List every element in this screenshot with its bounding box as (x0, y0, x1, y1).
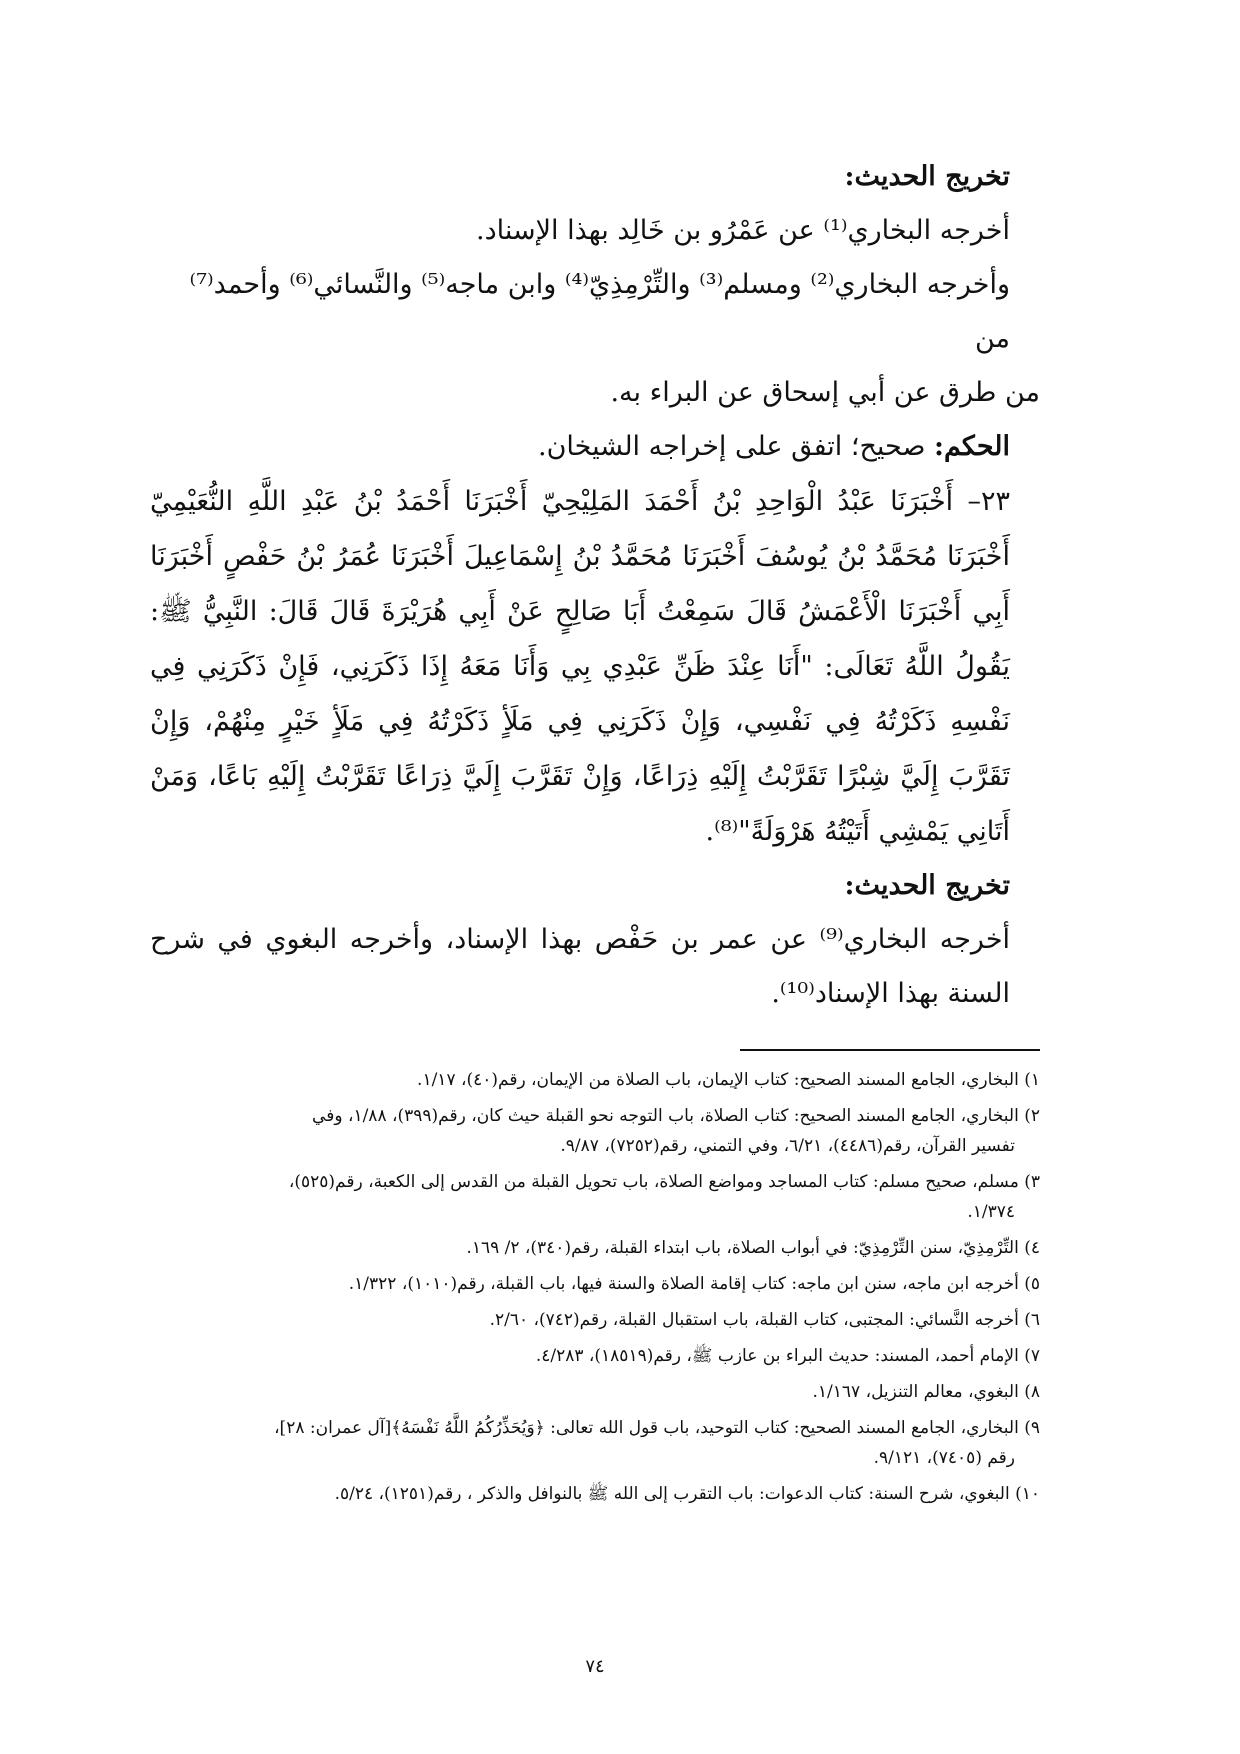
takhrij-paragraph-3: أخرجه البخاري⁽⁹⁾ عن عمر بن حَفْص بهذا الإسناد، وأخرجه البغوي في شرح السنة بهذا الإسناد⁽¹⁰⁾. (150, 924, 1011, 1009)
footnote-5 (150, 1269, 1040, 1299)
footnote-10 (150, 1479, 1040, 1509)
footnote-line: ٤) التِّرْمِذِيّ، سنن التِّرْمِذِيّ: في أبواب الصلاة، باب ابتداء القبلة، رقم(٣٤٠)، ٢/ ١٦٩. (466, 1238, 1040, 1258)
page-number: ٧٤ (585, 1656, 605, 1677)
footnote-line: ٥) أخرجه ابن ماجه، سنن ابن ماجه: كتاب إقامة الصلاة والسنة فيها، باب القبلة، رقم(١٠١٠)، ١/٣٢٢. (348, 1274, 1040, 1294)
takhrij-paragraph-2-line-2: من طرق عن أبي إسحاق عن البراء به. (610, 377, 1040, 408)
ruling-label: الحكم: (933, 431, 1010, 462)
footnote-line: ٩) البخاري، الجامع المسند الصحيح: كتاب التوحيد، باب قول الله تعالى: ﴿وَيُحَذِّرُكُمُ اللَّهُ نَفْسَهُ﴾[آل عمران: ٢٨]، (274, 1418, 1040, 1438)
footnote-7 (150, 1341, 1040, 1371)
takhrij-heading-1: تخريج الحديث: (844, 161, 1010, 192)
footnotes (150, 1065, 1040, 1509)
footnote-line: ٨) البغوي، معالم التنزيل، ١/١٦٧. (812, 1382, 1040, 1402)
footnote-6 (150, 1305, 1040, 1335)
takhrij-paragraph-2-line-1: وأخرجه البخاري⁽²⁾ ومسلم⁽³⁾ والتِّرْمِذِيّ⁽⁴⁾ وابن ماجه⁽⁵⁾ والنَّسائي⁽⁶⁾ وأحمد⁽⁷⁾ من (189, 269, 1010, 354)
footnote-separator (740, 1049, 1040, 1051)
footnote-continuation: ١/٣٧٤. (967, 1202, 1015, 1222)
footnote-2 (150, 1101, 1040, 1161)
footnote-continuation: رقم (٧٤٠٥)، ٩/١٢١. (873, 1448, 1015, 1468)
takhrij-paragraph-1: أخرجه البخاري⁽¹⁾ عن عَمْرُو بن خَالِد بهذا الإسناد. (476, 215, 1010, 246)
footnote-line: ٦) أخرجه النَّسائي: المجتبى، كتاب القبلة، باب استقبال القبلة، رقم(٧٤٢)، ٢/٦٠. (489, 1310, 1040, 1330)
footnote-continuation: تفسير القرآن، رقم(٤٤٨٦)، ٦/٢١، وفي التمني، رقم(٧٢٥٢)، ٩/٨٧. (560, 1136, 1015, 1156)
footnote-8 (150, 1377, 1040, 1407)
takhrij-heading-2: تخريج الحديث: (844, 870, 1010, 901)
footnote-line: ٢) البخاري، الجامع المسند الصحيح: كتاب الصلاة، باب التوجه نحو القبلة حيث كان، رقم(٣٩٩)، ١/٨٨، وفي (312, 1106, 1040, 1126)
footnote-9 (150, 1413, 1040, 1473)
ruling-line (150, 420, 1040, 474)
footnote-4 (150, 1233, 1040, 1263)
footnote-1 (150, 1065, 1040, 1095)
footnote-3 (150, 1167, 1040, 1227)
ruling-text: صحيح؛ اتفق على إخراجه الشيخان. (538, 431, 934, 462)
document-page (150, 150, 1040, 1710)
hadith-text: ٢٣– أَخْبَرَنَا عَبْدُ الْوَاحِدِ بْنُ أَحْمَدَ المَلِيْحِيّ أَخْبَرَنَا أَحْمَدُ بْنُ عَبْدِ اللَّهِ النُّعَيْمِيّ أَخْبَرَنَا مُحَمَّدُ بْنُ يُوسُفَ أَخْبَرَنَا مُحَمَّدُ بْنُ إِسْمَاعِيلَ أَخْبَرَنَا عُمَرُ بْنُ حَفْصٍ أَخْبَرَنَا أَبِي أَخْبَرَنَا الْأَعْمَشُ قَالَ سَمِعْتُ أَبَا صَالِحٍ عَنْ أَبِي هُرَيْرَةَ قَالَ قَالَ: النَّبِيُّ ﷺ: يَقُولُ اللَّهُ تَعَالَى: "أَنَا عِنْدَ ظَنِّ عَبْدِي بِي وَأَنَا مَعَهُ إِذَا ذَكَرَنِي، فَإِنْ ذَكَرَنِي فِي نَفْسِهِ ذَكَرْتُهُ فِي نَفْسِي، وَإِنْ ذَكَرَنِي فِي مَلَأٍ ذَكَرْتُهُ فِي مَلَأٍ خَيْرٍ مِنْهُمْ، وَإِنْ تَقَرَّبَ إِلَيَّ شِبْرًا تَقَرَّبْتُ إِلَيْهِ ذِرَاعًا، وَإِنْ تَقَرَّبَ إِلَيَّ ذِرَاعًا تَقَرَّبْتُ إِلَيْهِ بَاعًا، وَمَنْ أَتَانِي يَمْشِي أَتَيْتُهُ هَرْوَلَةً"⁽⁸⁾. (150, 486, 1010, 847)
footnote-line: ١٠) البغوي، شرح السنة: كتاب الدعوات: باب التقرب إلى الله ﷺ بالنوافل والذكر ، رقم(١٢٥١)، ٥/٢٤. (334, 1484, 1040, 1504)
footnote-line: ٧) الإمام أحمد، المسند: حديث البراء بن عازب ﷺ، رقم(١٨٥١٩)، ٤/٢٨٣. (535, 1346, 1040, 1366)
main-text (150, 150, 1040, 1021)
footnote-line: ٣) مسلم، صحيح مسلم: كتاب المساجد ومواضع الصلاة، باب تحويل القبلة من القدس إلى الكعبة، رقم(٥٢٥)، (288, 1172, 1040, 1192)
footnote-line: ١) البخاري، الجامع المسند الصحيح: كتاب الإيمان، باب الصلاة من الإيمان، رقم(٤٠)، ١/١٧. (417, 1070, 1040, 1090)
